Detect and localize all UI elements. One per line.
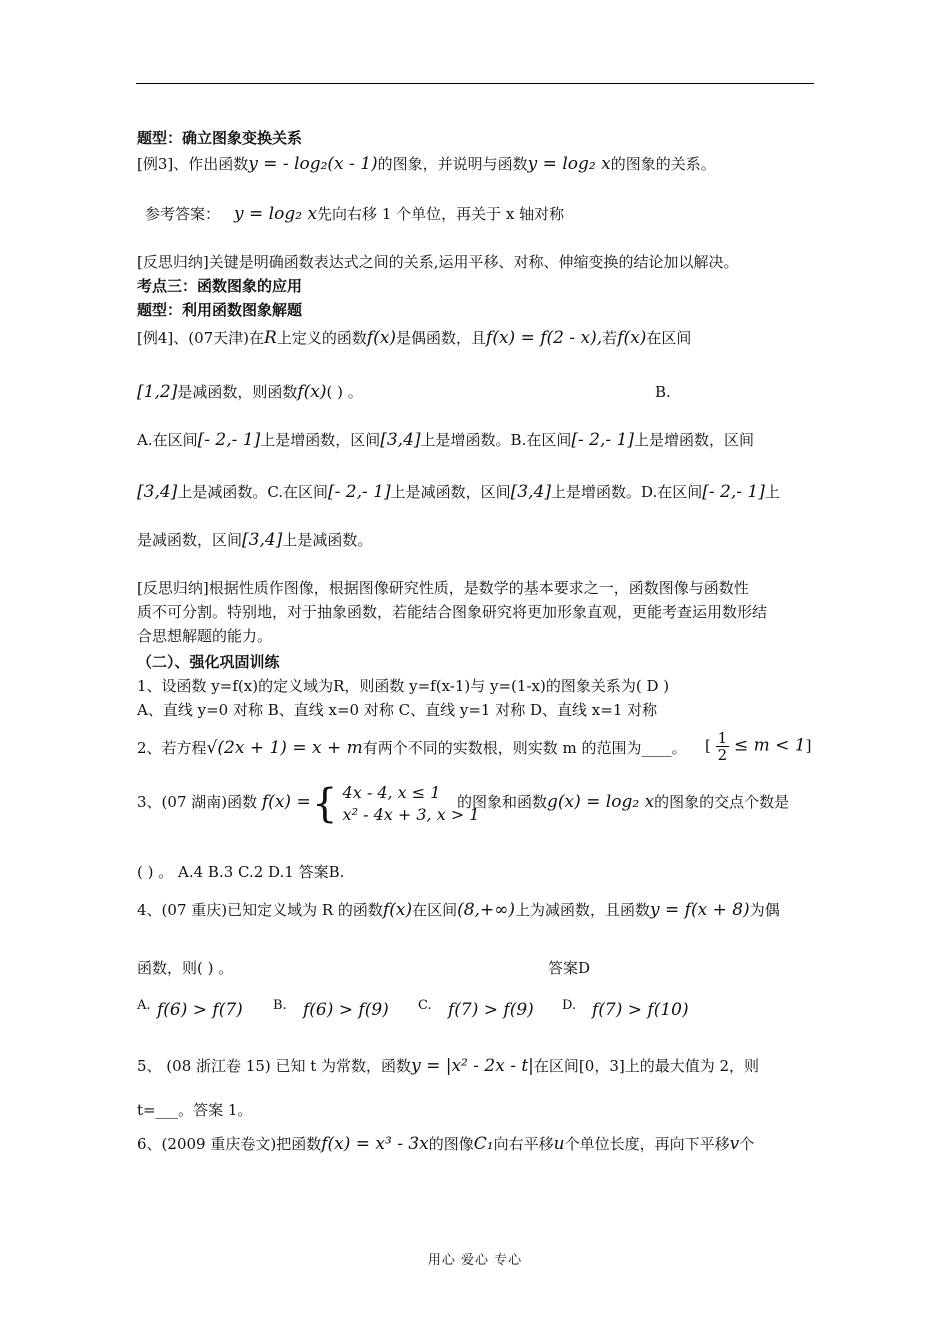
q4-opt-b: f(6) > f(9) <box>303 1000 389 1020</box>
interval-7: [- 2,- 1] <box>702 482 765 502</box>
q4-opt-d-label: D. <box>562 998 577 1013</box>
kaodian-3-heading: 考点三：函数图象的应用 <box>137 277 303 295</box>
question-4-options <box>137 996 813 1026</box>
ex3-formula-1: y = - log₂(x - 1) <box>248 154 378 174</box>
q6-text-b: 的图像 <box>428 1135 474 1153</box>
interval-8: [3,4] <box>242 530 283 550</box>
q3-piecewise <box>312 782 479 826</box>
example-4-line-1 <box>137 328 691 348</box>
ex4-interval: [1,2] <box>137 382 178 402</box>
question-4 <box>137 900 780 920</box>
q4-text-b: 在区间 <box>412 901 458 919</box>
question-3 <box>137 792 311 812</box>
q4-text-a: 4、(07 重庆)已知定义域为 R 的函数 <box>137 901 383 919</box>
q4-answer: 答案D <box>548 959 591 977</box>
opt-text-5: 上是减函数。C.在区间 <box>177 483 329 501</box>
ex3-label: [例3]、作出函数 <box>137 155 249 173</box>
example-3-line <box>137 154 716 174</box>
q4-opt-c: f(7) > f(9) <box>448 1000 534 1020</box>
ex4-R: R <box>264 328 277 348</box>
q2-formula: √(2x + 1) = x + m <box>206 738 363 758</box>
interval-6: [3,4] <box>510 482 551 502</box>
header-rule <box>136 83 814 84</box>
interval-1: [- 2,- 1] <box>197 430 261 450</box>
interval-3: [- 2,- 1] <box>571 430 634 450</box>
question-5 <box>137 1056 759 1076</box>
ex3-formula-2: y = log₂ x <box>527 154 611 174</box>
interval-5: [- 2,- 1] <box>328 482 391 502</box>
q4-opt-a: f(6) > f(7) <box>157 1000 243 1020</box>
q4-opt-a-label: A. <box>137 998 151 1013</box>
q4-text-e: 函数，则( ) 。 <box>137 959 234 977</box>
ex4-fx: f(x) <box>366 328 397 348</box>
opt-text-8: 上 <box>764 483 780 501</box>
q4-opt-b-label: B. <box>273 998 287 1013</box>
ex4-text-g: ( ) 。 <box>326 383 363 401</box>
q6-text-e: 个 <box>739 1135 755 1153</box>
q2-ans-rest: ≤ m < 1 <box>733 735 806 756</box>
q2-frac-num: 1 <box>717 729 728 747</box>
ex4-text-b: 上定义的函数 <box>276 329 367 347</box>
ex4-fx-2: f(x) <box>617 328 647 348</box>
q5-text-a: 5、 (08 浙江卷 15) 已知 t 为常数，函数 <box>137 1057 412 1075</box>
q6-v: v <box>729 1134 740 1154</box>
question-4-line-2 <box>137 958 813 978</box>
ex4-text-e: 在区间 <box>646 329 692 347</box>
q4-text-c: 上为减函数，且函数 <box>515 901 651 919</box>
ex4-equation: f(x) = f(2 - x), <box>486 328 603 348</box>
section-2-heading: （二）、强化巩固训练 <box>137 653 280 671</box>
interval-2: [3,4] <box>380 430 421 450</box>
q6-u: u <box>553 1134 565 1154</box>
q2-frac-den: 2 <box>717 746 728 764</box>
reflection-2-line-2: 质不可分割。特别地，对于抽象函数，若能结合图象研究将更加形象直观，更能考查运用数形结 <box>137 603 768 621</box>
q4-opt-c-label: C. <box>418 998 432 1013</box>
question-3-rest <box>457 792 789 812</box>
ex3-end: 的图象的关系。 <box>610 155 716 173</box>
q2-ans-open: [ <box>705 736 711 755</box>
q5-formula: y = |x² - 2x - t| <box>411 1056 534 1076</box>
example-4-options-line-1 <box>137 430 754 450</box>
ex4-text-c: 是偶函数，且 <box>396 329 487 347</box>
q3-case-1: 4x - 4, x ≤ 1 <box>342 783 441 802</box>
interval-4: [3,4] <box>137 482 178 502</box>
answer-3-line <box>145 204 564 224</box>
ans3-label: 参考答案： <box>145 205 221 223</box>
example-4-line-2 <box>137 382 813 402</box>
q3-gx: g(x) = log₂ x <box>547 792 655 812</box>
ex4-answer: B. <box>655 383 671 401</box>
q4-text-d: 为偶 <box>749 901 780 919</box>
q2-text-a: 2、若方程 <box>137 739 207 757</box>
q5-text-b: 在区间[0，3]上的最大值为 2，则 <box>533 1057 760 1075</box>
q4-fx: f(x) <box>382 900 413 920</box>
ex4-text-f: 是减函数，则函数 <box>177 383 298 401</box>
q2-ans-close: ] <box>805 736 812 755</box>
q4-opt-d: f(7) > f(10) <box>592 1000 689 1020</box>
q2-fraction <box>716 730 730 763</box>
example-4-options-line-2 <box>137 482 780 502</box>
opt-text-6: 上是减函数，区间 <box>390 483 511 501</box>
ans3-text: 先向右移 1 个单位，再关于 x 轴对称 <box>317 205 565 223</box>
q2-answer <box>705 730 811 763</box>
ex4-text-d: 若 <box>602 329 618 347</box>
q4-formula: y = f(x + 8) <box>650 900 750 920</box>
section-heading-2: 题型：利用函数图象解题 <box>137 301 303 319</box>
q6-text-c: 向右平移 <box>493 1135 554 1153</box>
example-4-options-line-3 <box>137 530 372 550</box>
opt-text-4: 上是增函数，区间 <box>633 431 754 449</box>
q3-text-c: 的图象的交点个数是 <box>654 793 790 811</box>
q4-interval: (8,+∞) <box>457 900 515 920</box>
question-1: 1、设函数 y=f(x)的定义域为R，则函数 y=f(x-1)与 y=(1-x)的图象关系为( D ) <box>137 677 670 695</box>
q6-text-a: 6、(2009 重庆卷文)把函数 <box>137 1135 322 1153</box>
question-5-line-2: t=___。答案 1。 <box>137 1101 253 1119</box>
opt-text-2: 上是增函数，区间 <box>260 431 381 449</box>
reflection-2-line-1: [反思归纳]根据性质作图像，根据图像研究性质，是数学的基本要求之一，函数图像与函数性 <box>137 579 749 597</box>
opt-text-1: A.在区间 <box>137 431 198 449</box>
ex4-fx-3: f(x) <box>297 382 327 402</box>
q3-text-b: 的图象和函数 <box>457 793 548 811</box>
ex3-mid: 的图象，并说明与函数 <box>377 155 528 173</box>
q3-brace: { <box>312 781 338 827</box>
section-heading: 题型：确立图象变换关系 <box>137 129 303 147</box>
question-2 <box>137 729 813 764</box>
q2-text-b: 有两个不同的实数根，则实数 m 的范围为____。 <box>362 739 687 757</box>
question-1-options: A、直线 y=0 对称 B、直线 x=0 对称 C、直线 y=1 对称 D、直线 x=1 对称 <box>137 701 658 719</box>
q6-C1: C₁ <box>473 1134 494 1154</box>
opt-text-10: 上是减函数。 <box>282 531 373 549</box>
q6-formula: f(x) = x³ - 3x <box>321 1134 429 1154</box>
page-footer: 用心 爱心 专心 <box>427 1253 523 1268</box>
q3-case-2: x² - 4x + 3, x > 1 <box>342 805 480 824</box>
reflection-2-line-3: 合思想解题的能力。 <box>137 627 273 645</box>
opt-text-7: 上是增函数。D.在区间 <box>550 483 703 501</box>
ans3-formula: y = log₂ x <box>234 204 318 224</box>
q3-fx: f(x) = <box>261 792 311 812</box>
opt-text-9: 是减函数，区间 <box>137 531 243 549</box>
q3-text-a: 3、(07 湖南)函数 <box>137 793 258 811</box>
q6-text-d: 个单位长度，再向下平移 <box>564 1135 730 1153</box>
question-6 <box>137 1134 754 1154</box>
ex4-text-a: [例4]、(07天津)在 <box>137 329 265 347</box>
reflection-1: [反思归纳]关键是明确函数表达式之间的关系,运用平移、对称、伸缩变换的结论加以解决。 <box>137 253 739 271</box>
opt-text-3: 上是增函数。B.在区间 <box>420 431 572 449</box>
question-3-options: ( ) 。 A.4 B.3 C.2 D.1 答案B. <box>137 863 345 881</box>
